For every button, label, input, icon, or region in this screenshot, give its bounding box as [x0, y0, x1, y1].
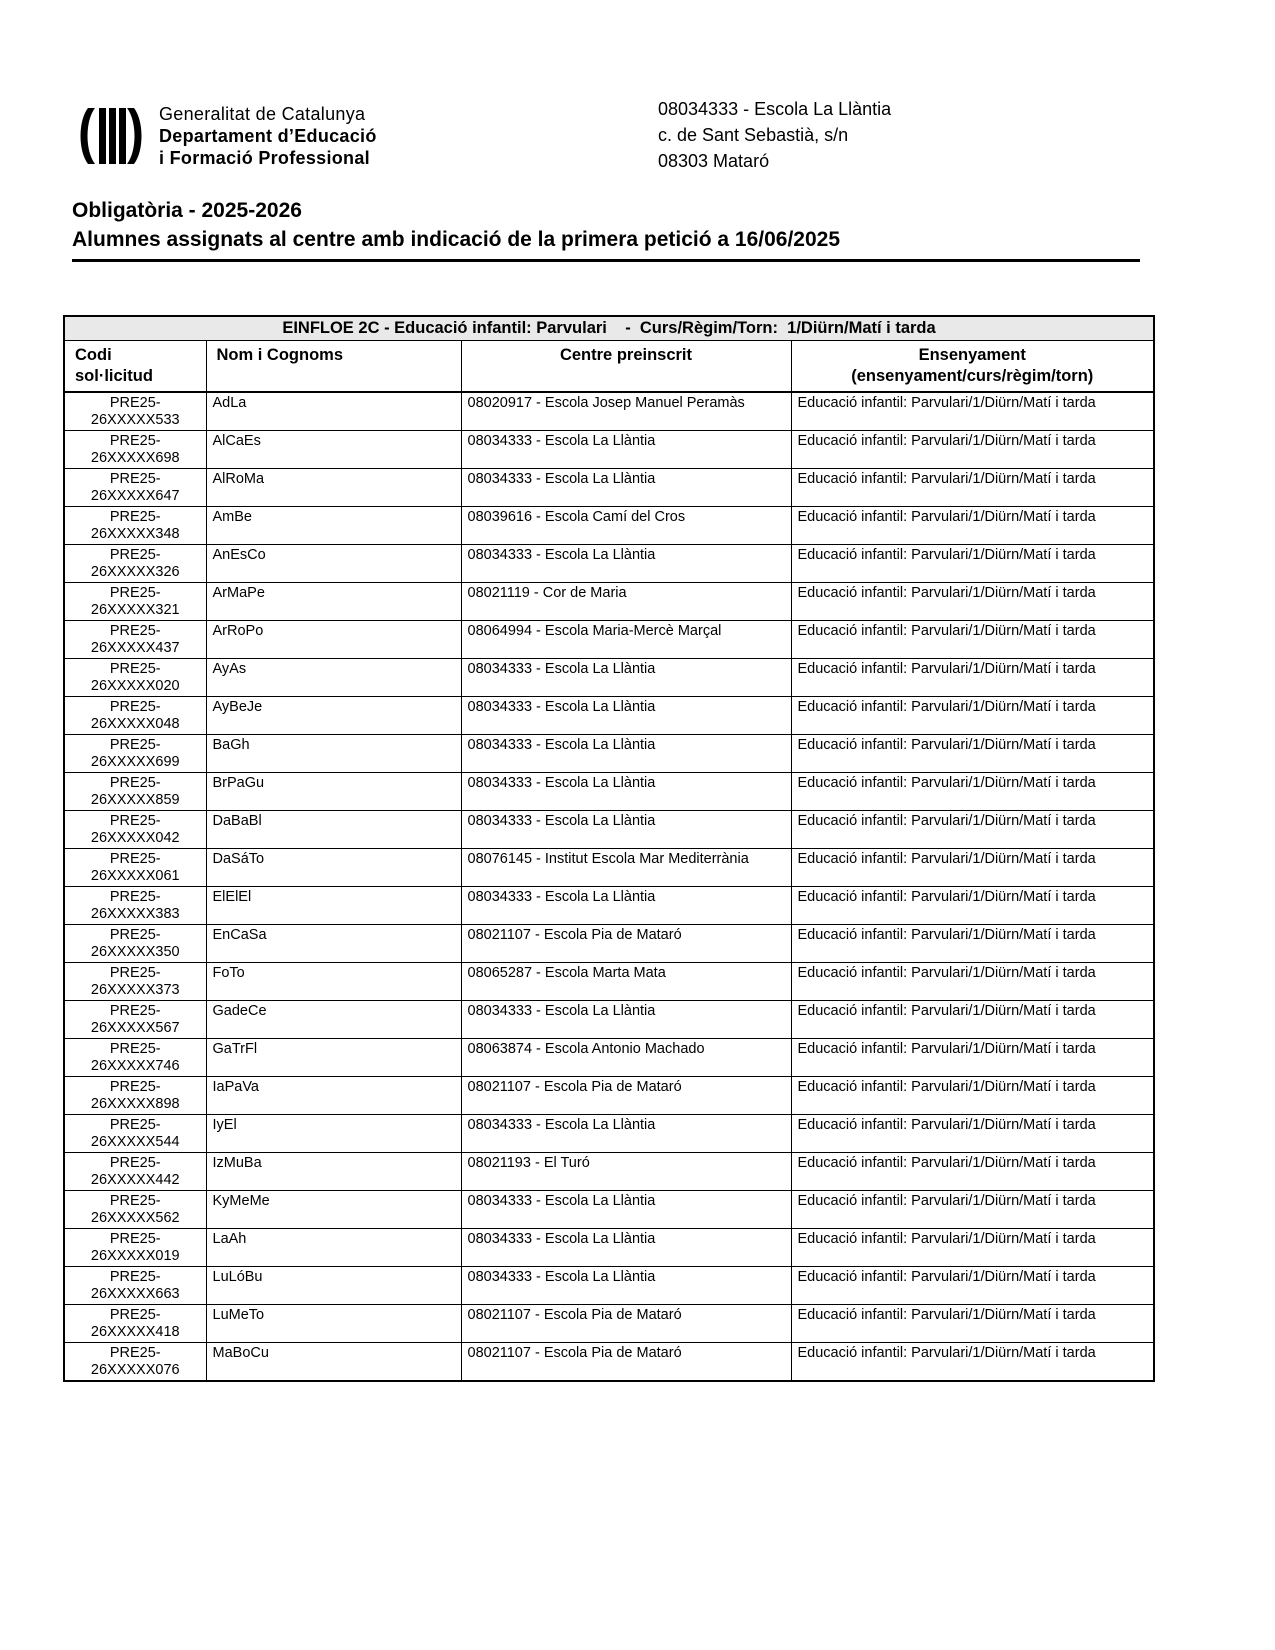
codi-line2: 26XXXXX020 [90, 677, 180, 694]
codi-line1: PRE25- [109, 1307, 161, 1323]
table-row [64, 1229, 1154, 1267]
codi-cell [64, 1267, 206, 1305]
nom-cell: AdLa [206, 392, 461, 431]
codi-line2: 26XXXXX418 [90, 1323, 180, 1340]
codi-line1: PRE25- [109, 1345, 161, 1361]
codi-cell [64, 1229, 206, 1267]
table-row [64, 1115, 1154, 1153]
ensenyament-cell: Educació infantil: Parvulari/1/Diürn/Matí i tarda [791, 431, 1154, 469]
codi-line1: PRE25- [109, 1003, 161, 1019]
codi-line2: 26XXXXX533 [90, 411, 180, 428]
table-row [64, 1077, 1154, 1115]
codi-line1: PRE25- [109, 889, 161, 905]
centre-cell: 08021107 - Escola Pia de Mataró [461, 925, 791, 963]
nom-cell: ElElEl [206, 887, 461, 925]
ensenyament-cell: Educació infantil: Parvulari/1/Diürn/Matí i tarda [791, 773, 1154, 811]
table-row [64, 392, 1154, 431]
codi-cell [64, 963, 206, 1001]
brand-line-3: i Formació Professional [159, 148, 370, 168]
codi-line2: 26XXXXX048 [90, 715, 180, 732]
ensenyament-cell: Educació infantil: Parvulari/1/Diürn/Matí i tarda [791, 1001, 1154, 1039]
codi-line2: 26XXXXX076 [90, 1361, 180, 1378]
table-row [64, 773, 1154, 811]
ensenyament-cell: Educació infantil: Parvulari/1/Diürn/Matí i tarda [791, 887, 1154, 925]
nom-cell: AyBeJe [206, 697, 461, 735]
column-header-row [64, 341, 1154, 393]
nom-cell: FoTo [206, 963, 461, 1001]
centre-cell: 08034333 - Escola La Llàntia [461, 1001, 791, 1039]
column-header-ensenyament [791, 341, 1154, 393]
codi-line2: 26XXXXX699 [90, 753, 180, 770]
table-row [64, 621, 1154, 659]
codi-line2: 26XXXXX321 [90, 601, 180, 618]
school-street: c. de Sant Sebastià, s/n [658, 125, 849, 145]
centre-cell: 08076145 - Institut Escola Mar Mediterrània [461, 849, 791, 887]
codi-cell [64, 1191, 206, 1229]
brand-text [159, 103, 377, 169]
school-info [658, 96, 891, 174]
codi-line1: PRE25- [109, 1155, 161, 1171]
centre-cell: 08021193 - El Turó [461, 1153, 791, 1191]
ensenyament-cell: Educació infantil: Parvulari/1/Diürn/Matí i tarda [791, 1229, 1154, 1267]
codi-cell [64, 1153, 206, 1191]
ensenyament-cell: Educació infantil: Parvulari/1/Diürn/Matí i tarda [791, 1305, 1154, 1343]
centre-cell: 08039616 - Escola Camí del Cros [461, 507, 791, 545]
ensenyament-cell: Educació infantil: Parvulari/1/Diürn/Matí i tarda [791, 469, 1154, 507]
codi-cell [64, 735, 206, 773]
centre-cell: 08034333 - Escola La Llàntia [461, 773, 791, 811]
centre-cell: 08021107 - Escola Pia de Mataró [461, 1077, 791, 1115]
ensenyament-cell: Educació infantil: Parvulari/1/Diürn/Matí i tarda [791, 659, 1154, 697]
codi-line1: PRE25- [109, 1079, 161, 1095]
codi-line2: 26XXXXX350 [90, 943, 180, 960]
codi-line2: 26XXXXX442 [90, 1171, 180, 1188]
codi-line1: PRE25- [109, 737, 161, 753]
centre-cell: 08034333 - Escola La Llàntia [461, 545, 791, 583]
title-block [72, 196, 1140, 262]
codi-cell [64, 1343, 206, 1382]
table-row [64, 963, 1154, 1001]
ensenyament-cell: Educació infantil: Parvulari/1/Diürn/Matí i tarda [791, 621, 1154, 659]
nom-cell: LuMeTo [206, 1305, 461, 1343]
ensenyament-cell: Educació infantil: Parvulari/1/Diürn/Matí i tarda [791, 849, 1154, 887]
table-row [64, 849, 1154, 887]
codi-line2: 26XXXXX859 [90, 791, 180, 808]
nom-cell: IaPaVa [206, 1077, 461, 1115]
centre-cell: 08034333 - Escola La Llàntia [461, 1115, 791, 1153]
column-header-codi-line2: sol·licitud [75, 367, 153, 385]
nom-cell: BrPaGu [206, 773, 461, 811]
codi-line2: 26XXXXX373 [90, 981, 180, 998]
nom-cell: LaAh [206, 1229, 461, 1267]
nom-cell: LuLóBu [206, 1267, 461, 1305]
codi-cell [64, 621, 206, 659]
codi-line1: PRE25- [109, 547, 161, 563]
table-row [64, 1153, 1154, 1191]
nom-cell: KyMeMe [206, 1191, 461, 1229]
brand-line-1: Generalitat de Catalunya [159, 104, 366, 124]
centre-cell: 08064994 - Escola Maria-Mercè Marçal [461, 621, 791, 659]
table-row [64, 1305, 1154, 1343]
nom-cell: EnCaSa [206, 925, 461, 963]
centre-cell: 08034333 - Escola La Llàntia [461, 887, 791, 925]
nom-cell: IzMuBa [206, 1153, 461, 1191]
codi-cell [64, 849, 206, 887]
nom-cell: DaSáTo [206, 849, 461, 887]
centre-cell: 08034333 - Escola La Llàntia [461, 1267, 791, 1305]
table-row [64, 887, 1154, 925]
ensenyament-cell: Educació infantil: Parvulari/1/Diürn/Matí i tarda [791, 1267, 1154, 1305]
codi-line2: 26XXXXX348 [90, 525, 180, 542]
ensenyament-cell: Educació infantil: Parvulari/1/Diürn/Matí i tarda [791, 963, 1154, 1001]
codi-line2: 26XXXXX042 [90, 829, 180, 846]
codi-line1: PRE25- [109, 1117, 161, 1133]
nom-cell: IyEl [206, 1115, 461, 1153]
group-header: EINFLOE 2C - Educació infantil: Parvulari - Curs/Règim/Torn: 1/Diürn/Matí i tarda [64, 316, 1154, 341]
school-code-name: 08034333 - Escola La Llàntia [658, 99, 892, 119]
codi-line1: PRE25- [109, 509, 161, 525]
table-row [64, 1343, 1154, 1382]
nom-cell: AlCaEs [206, 431, 461, 469]
table-row [64, 545, 1154, 583]
page-title: Obligatòria - 2025-2026 [72, 199, 302, 222]
column-header-codi [64, 341, 206, 393]
nom-cell: GadeCe [206, 1001, 461, 1039]
ensenyament-cell: Educació infantil: Parvulari/1/Diürn/Matí i tarda [791, 545, 1154, 583]
codi-cell [64, 583, 206, 621]
nom-cell: ArRoPo [206, 621, 461, 659]
codi-cell [64, 1305, 206, 1343]
codi-line1: PRE25- [109, 1269, 161, 1285]
ensenyament-cell: Educació infantil: Parvulari/1/Diürn/Matí i tarda [791, 507, 1154, 545]
table-row [64, 431, 1154, 469]
codi-line2: 26XXXXX698 [90, 449, 180, 466]
codi-line2: 26XXXXX437 [90, 639, 180, 656]
codi-cell [64, 811, 206, 849]
column-header-ens-line2: (ensenyament/curs/règim/torn) [851, 367, 1094, 385]
ensenyament-cell: Educació infantil: Parvulari/1/Diürn/Matí i tarda [791, 1039, 1154, 1077]
ensenyament-cell: Educació infantil: Parvulari/1/Diürn/Matí i tarda [791, 1077, 1154, 1115]
codi-line1: PRE25- [109, 965, 161, 981]
codi-cell [64, 1039, 206, 1077]
codi-line1: PRE25- [109, 1231, 161, 1247]
codi-cell [64, 887, 206, 925]
nom-cell: ArMaPe [206, 583, 461, 621]
centre-cell: 08034333 - Escola La Llàntia [461, 1191, 791, 1229]
ensenyament-cell: Educació infantil: Parvulari/1/Diürn/Matí i tarda [791, 1343, 1154, 1382]
codi-line2: 26XXXXX567 [90, 1019, 180, 1036]
column-header-ens-line1: Ensenyament [918, 346, 1026, 364]
centre-cell: 08020917 - Escola Josep Manuel Peramàs [461, 392, 791, 431]
centre-cell: 08034333 - Escola La Llàntia [461, 735, 791, 773]
table-row [64, 1039, 1154, 1077]
table-row [64, 1267, 1154, 1305]
codi-line2: 26XXXXX019 [90, 1247, 180, 1264]
codi-line1: PRE25- [109, 699, 161, 715]
group-header-row [64, 316, 1154, 341]
table-row [64, 925, 1154, 963]
codi-line1: PRE25- [109, 927, 161, 943]
codi-line1: PRE25- [109, 585, 161, 601]
codi-cell [64, 1115, 206, 1153]
centre-cell: 08034333 - Escola La Llàntia [461, 811, 791, 849]
centre-cell: 08034333 - Escola La Llàntia [461, 1229, 791, 1267]
codi-line1: PRE25- [109, 433, 161, 449]
codi-cell [64, 659, 206, 697]
codi-line1: PRE25- [109, 775, 161, 791]
nom-cell: AyAs [206, 659, 461, 697]
nom-cell: GaTrFl [206, 1039, 461, 1077]
codi-cell [64, 1001, 206, 1039]
codi-line2: 26XXXXX061 [90, 867, 180, 884]
codi-line2: 26XXXXX544 [90, 1133, 180, 1150]
ensenyament-cell: Educació infantil: Parvulari/1/Diürn/Matí i tarda [791, 1191, 1154, 1229]
centre-cell: 08034333 - Escola La Llàntia [461, 697, 791, 735]
codi-line1: PRE25- [109, 1041, 161, 1057]
centre-cell: 08034333 - Escola La Llàntia [461, 659, 791, 697]
codi-cell [64, 545, 206, 583]
nom-cell: MaBoCu [206, 1343, 461, 1382]
codi-line2: 26XXXXX326 [90, 563, 180, 580]
ensenyament-cell: Educació infantil: Parvulari/1/Diürn/Matí i tarda [791, 697, 1154, 735]
codi-line1: PRE25- [109, 661, 161, 677]
codi-line2: 26XXXXX647 [90, 487, 180, 504]
ensenyament-cell: Educació infantil: Parvulari/1/Diürn/Matí i tarda [791, 1153, 1154, 1191]
table-row [64, 811, 1154, 849]
column-header-codi-line1: Codi [75, 346, 112, 364]
table-row [64, 735, 1154, 773]
codi-line2: 26XXXXX383 [90, 905, 180, 922]
table-row [64, 659, 1154, 697]
generalitat-logo-icon [75, 106, 147, 166]
codi-line1: PRE25- [109, 1193, 161, 1209]
codi-cell [64, 925, 206, 963]
nom-cell: AmBe [206, 507, 461, 545]
nom-cell: BaGh [206, 735, 461, 773]
codi-line2: 26XXXXX898 [90, 1095, 180, 1112]
table-row [64, 1001, 1154, 1039]
table-body [64, 392, 1154, 1381]
table-row [64, 1191, 1154, 1229]
codi-cell [64, 697, 206, 735]
codi-line1: PRE25- [109, 813, 161, 829]
codi-cell [64, 1077, 206, 1115]
ensenyament-cell: Educació infantil: Parvulari/1/Diürn/Matí i tarda [791, 811, 1154, 849]
codi-line1: PRE25- [109, 623, 161, 639]
codi-cell [64, 392, 206, 431]
page-subtitle: Alumnes assignats al centre amb indicació de la primera petició a 16/06/2025 [72, 228, 841, 251]
assignments-table [63, 315, 1155, 1382]
codi-cell [64, 773, 206, 811]
codi-line2: 26XXXXX746 [90, 1057, 180, 1074]
ensenyament-cell: Educació infantil: Parvulari/1/Diürn/Matí i tarda [791, 583, 1154, 621]
ensenyament-cell: Educació infantil: Parvulari/1/Diürn/Matí i tarda [791, 392, 1154, 431]
nom-cell: DaBaBl [206, 811, 461, 849]
nom-cell: AlRoMa [206, 469, 461, 507]
column-header-nom: Nom i Cognoms [206, 341, 461, 393]
centre-cell: 08021107 - Escola Pia de Mataró [461, 1305, 791, 1343]
school-city: 08303 Mataró [658, 151, 770, 171]
centre-cell: 08021119 - Cor de Maria [461, 583, 791, 621]
codi-line1: PRE25- [109, 851, 161, 867]
centre-cell: 08021107 - Escola Pia de Mataró [461, 1343, 791, 1382]
codi-line1: PRE25- [109, 471, 161, 487]
centre-cell: 08063874 - Escola Antonio Machado [461, 1039, 791, 1077]
brand-header [75, 103, 377, 169]
codi-cell [64, 431, 206, 469]
centre-cell: 08065287 - Escola Marta Mata [461, 963, 791, 1001]
codi-line2: 26XXXXX562 [90, 1209, 180, 1226]
ensenyament-cell: Educació infantil: Parvulari/1/Diürn/Matí i tarda [791, 925, 1154, 963]
ensenyament-cell: Educació infantil: Parvulari/1/Diürn/Matí i tarda [791, 735, 1154, 773]
codi-line1: PRE25- [109, 395, 161, 411]
table-row [64, 583, 1154, 621]
centre-cell: 08034333 - Escola La Llàntia [461, 431, 791, 469]
assignments-table-wrap [63, 315, 1153, 1382]
table-row [64, 697, 1154, 735]
table-row [64, 469, 1154, 507]
table-row [64, 507, 1154, 545]
codi-cell [64, 469, 206, 507]
column-header-centre: Centre preinscrit [461, 341, 791, 393]
centre-cell: 08034333 - Escola La Llàntia [461, 469, 791, 507]
brand-line-2: Departament d’Educació [159, 126, 377, 146]
codi-cell [64, 507, 206, 545]
codi-line2: 26XXXXX663 [90, 1285, 180, 1302]
ensenyament-cell: Educació infantil: Parvulari/1/Diürn/Matí i tarda [791, 1115, 1154, 1153]
nom-cell: AnEsCo [206, 545, 461, 583]
